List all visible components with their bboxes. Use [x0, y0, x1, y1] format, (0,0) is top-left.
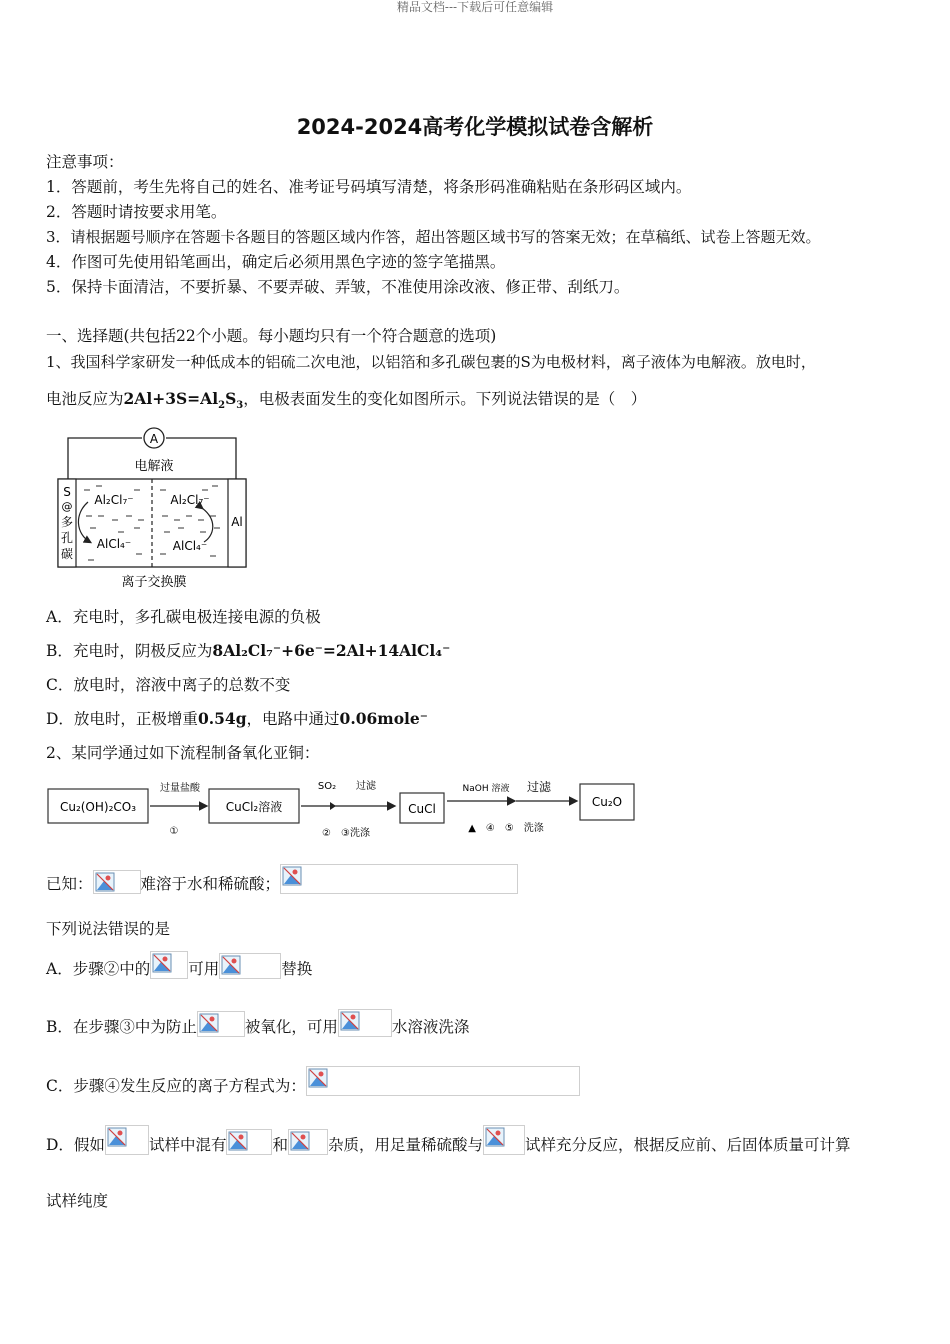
- q1-stem-text: 电池反应为: [46, 390, 124, 408]
- broken-image-icon: [339, 1010, 361, 1032]
- notice-heading: 注意事项：: [46, 153, 124, 171]
- broken-image-icon: [281, 865, 303, 887]
- svg-text:碳: 碳: [60, 547, 74, 561]
- svg-text:SO₂: SO₂: [317, 781, 337, 792]
- q1-stem-line2: [46, 389, 646, 416]
- formula-image-placeholder: [483, 1125, 525, 1155]
- broken-image-icon: [94, 871, 116, 893]
- broken-image-icon: [151, 952, 173, 974]
- formula-image-placeholder: [105, 1125, 149, 1155]
- svg-text:NaOH 溶液: NaOH 溶液: [462, 784, 510, 794]
- q2-prompt: 下列说法错误的是: [46, 920, 171, 938]
- broken-image-icon: [198, 1012, 220, 1034]
- svg-text:▲ ④ ⑤ 洗涤: ▲ ④ ⑤ 洗涤: [468, 823, 544, 834]
- svg-text:多: 多: [60, 515, 74, 529]
- page-header: 精品文档---下载后可任意编辑: [396, 0, 554, 14]
- broken-image-icon: [289, 1130, 311, 1152]
- q1-option-b: B．充电时，阴极反应为8Al₂Cl₇⁻+6e⁻=2Al+14AlCl₄⁻: [46, 641, 451, 660]
- broken-image-icon: [307, 1067, 329, 1089]
- formula-image-placeholder: [280, 864, 518, 894]
- broken-image-icon: [227, 1130, 249, 1152]
- svg-text:过滤: 过滤: [526, 780, 552, 794]
- right-bottom-species: AlCl₄⁻: [172, 539, 208, 553]
- formula-image-placeholder: [226, 1129, 272, 1155]
- notice-item-2: 2．答题时请按要求用笔。: [46, 203, 227, 221]
- q2-option-d: D．假如 试样中混有 和 杂质，用足量稀硫酸与 试样充分反应，根据反应前、后固体质量可计算: [46, 1125, 851, 1155]
- q2-stem: 2、某同学通过如下流程制备氧化亚铜：: [46, 744, 320, 762]
- formula-image-placeholder: [288, 1129, 328, 1155]
- q1-stem-tail: ，电极表面发生的变化如图所示。下列说法错误的是（ ）: [243, 390, 647, 408]
- q2-option-c: C．步骤④发生反应的离子方程式为：: [46, 1066, 580, 1096]
- svg-text:过滤: 过滤: [356, 781, 376, 792]
- left-top-species: Al₂Cl₇⁻: [94, 493, 134, 507]
- broken-image-icon: [484, 1126, 506, 1148]
- q2-known: 已知： 难溶于水和稀硫酸；: [46, 864, 518, 894]
- svg-text:Al: Al: [231, 515, 243, 529]
- left-bottom-species: AlCl₄⁻: [96, 537, 132, 551]
- formula-image-placeholder: [150, 951, 188, 979]
- svg-text:② ③洗涤: ② ③洗涤: [322, 828, 370, 839]
- battery-diagram: [52, 424, 252, 594]
- formula-image-placeholder: [93, 870, 141, 894]
- formula-image-placeholder: [197, 1011, 245, 1037]
- svg-text:①: ①: [169, 826, 179, 837]
- electrolyte-label: 电解液: [134, 459, 174, 474]
- document-title: 2024-2024高考化学模拟试卷含解析: [296, 115, 654, 139]
- q1-equation: $2Al+3S=Al_2S_3$: [123, 389, 244, 412]
- svg-text:Cu₂(OH)₂CO₃: Cu₂(OH)₂CO₃: [59, 800, 137, 814]
- process-flowchart: [44, 774, 644, 840]
- meter-label: A: [149, 432, 159, 446]
- svg-text:CuCl₂溶液: CuCl₂溶液: [225, 800, 283, 814]
- q1-option-a: A．充电时，多孔碳电极连接电源的负极: [46, 608, 321, 626]
- notice-item-5: 5．保持卡面清洁，不要折暴、不要弄破、弄皱，不准使用涂改液、修正带、刮纸刀。: [46, 278, 630, 296]
- notice-item-4: 4．作图可先使用铅笔画出，确定后必须用黑色字迹的签字笔描黑。: [46, 253, 506, 271]
- svg-text:过量盐酸: 过量盐酸: [160, 783, 200, 794]
- right-top-species: Al₂Cl₇⁻: [170, 493, 210, 507]
- formula-image-placeholder: [219, 953, 281, 979]
- svg-text:孔: 孔: [60, 531, 74, 545]
- broken-image-icon: [220, 954, 242, 976]
- notice-item-3: 3．请根据题号顺序在答题卡各题目的答题区域内作答，超出答题区域书写的答案无效；在草稿纸、试卷上答题无效。: [46, 228, 821, 246]
- notice-item-1: 1．答题前，考生先将自己的姓名、准考证号码填写清楚，将条形码准确粘贴在条形码区域内。: [46, 178, 692, 196]
- svg-text:S: S: [63, 485, 71, 499]
- q2-option-a: A．步骤②中的 可用 替换: [46, 951, 312, 979]
- membrane-label: 离子交换膜: [121, 575, 187, 590]
- svg-text:CuCl: CuCl: [408, 802, 436, 816]
- q1-option-c: C．放电时，溶液中离子的总数不变: [46, 676, 291, 694]
- svg-text:Cu₂O: Cu₂O: [591, 795, 623, 809]
- formula-image-placeholder: [338, 1009, 392, 1037]
- svg-text:@: @: [61, 500, 73, 513]
- formula-image-placeholder: [306, 1066, 580, 1096]
- q1-option-d: D．放电时，正极增重0.54g，电路中通过0.06mole⁻: [46, 709, 428, 728]
- broken-image-icon: [106, 1126, 128, 1148]
- q2-option-b: B．在步骤③中为防止 被氧化，可用 水溶液洗涤: [46, 1009, 469, 1037]
- q2-option-d-cont: 试样纯度: [46, 1192, 109, 1210]
- section-heading: 一、选择题(共包括22个小题。每小题均只有一个符合题意的选项): [46, 327, 497, 345]
- q1-stem-line1: 1、我国科学家研发一种低成本的铝硫二次电池，以铝箔和多孔碳包裹的S为电极材料，离子液体为电解液。放电时，: [46, 353, 816, 371]
